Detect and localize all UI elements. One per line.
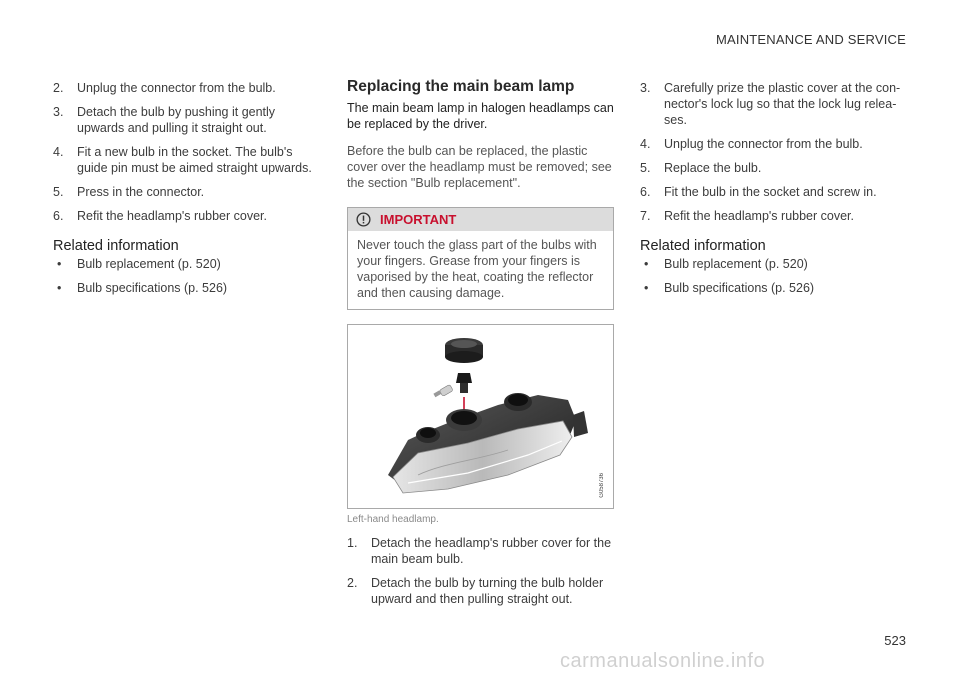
step-number: 3.: [53, 105, 64, 119]
step-text: Unplug the connector from the bulb.: [77, 81, 276, 95]
related-information-heading: Related information: [640, 238, 766, 254]
figure-code: G058736: [599, 473, 605, 498]
step-number: 4.: [53, 145, 64, 159]
step-number: 3.: [640, 81, 651, 95]
list-item: [347, 535, 614, 567]
step-number: 6.: [640, 185, 651, 199]
right-steps-list: [640, 80, 908, 224]
watermark: carmanualsonline.info: [560, 650, 766, 672]
headlamp-illustration: [347, 324, 614, 509]
left-column: [53, 80, 321, 304]
lead-paragraph: The main beam lamp in halogen headlamps can be replaced by the driver.: [347, 101, 614, 131]
related-links: [640, 256, 908, 296]
important-header: [348, 208, 613, 231]
bullet: •: [57, 257, 62, 271]
right-column: [640, 80, 908, 304]
step-number: 6.: [53, 209, 64, 223]
step-text: Replace the bulb.: [664, 161, 762, 175]
page-number: 523: [884, 633, 906, 648]
headlamp-drawing: [348, 325, 614, 509]
step-text: Detach the headlamp's rubber cover for the main beam bulb.: [371, 536, 612, 566]
step-text: Detach the bulb by pushing it gently upwards and pulling it straight out.: [77, 105, 276, 135]
step-number: 5.: [640, 161, 651, 175]
rubber-cover-part: [445, 338, 483, 363]
step-text: Refit the headlamp's rubber cover.: [77, 209, 267, 223]
related-link-bulb-replacement[interactable]: [53, 256, 321, 272]
related-information-heading: Related information: [53, 238, 179, 254]
list-item: [640, 160, 908, 176]
related-link-bulb-specifications[interactable]: [53, 280, 321, 296]
related-link-bulb-specifications[interactable]: [640, 280, 908, 296]
left-steps-list: [53, 80, 321, 224]
list-item: [53, 104, 321, 136]
middle-steps-list: [347, 535, 614, 607]
bulb-part: [433, 384, 453, 397]
list-item: [640, 80, 908, 128]
link-text[interactable]: Bulb specifications (p. 526): [77, 281, 228, 295]
step-number: 5.: [53, 185, 64, 199]
important-title: IMPORTANT: [380, 212, 457, 227]
link-text[interactable]: Bulb specifications (p. 526): [664, 281, 815, 295]
step-number: 1.: [347, 536, 358, 550]
list-item: [640, 136, 908, 152]
link-text[interactable]: Bulb replacement (p. 520): [77, 257, 221, 271]
list-item: [640, 208, 908, 224]
figure-caption: Left-hand headlamp.: [347, 514, 439, 525]
step-number: 2.: [347, 576, 358, 590]
important-callout: [347, 207, 614, 310]
step-text: Detach the bulb by turning the bulb holder upward and then pulling straight out.: [371, 576, 604, 606]
step-text: Fit a new bulb in the socket. The bulb's guide pin must be aimed straight upwards.: [77, 145, 312, 175]
bullet: •: [57, 281, 62, 295]
step-number: 4.: [640, 137, 651, 151]
body-paragraph: Before the bulb can be replaced, the plastic cover over the headlamp must be removed; see the section "Bulb replacement".: [347, 144, 612, 190]
step-text: Unplug the connector from the bulb.: [664, 137, 863, 151]
list-item: [53, 144, 321, 176]
list-item: [53, 80, 321, 96]
step-number: 7.: [640, 209, 651, 223]
list-item: [640, 184, 908, 200]
related-links: [53, 256, 321, 296]
important-text: Never touch the glass part of the bulbs with your fingers. Grease from your fingers is vaporised by the heat, coating the reflector and then causing damage.: [357, 238, 597, 300]
related-link-bulb-replacement[interactable]: [640, 256, 908, 272]
bulb-holder-part: [456, 373, 472, 393]
list-item: [347, 575, 614, 607]
step-text: Fit the bulb in the socket and screw in.: [664, 185, 877, 199]
step-text: Press in the connector.: [77, 185, 205, 199]
section-title: MAINTENANCE AND SERVICE: [715, 32, 906, 47]
step-number: 2.: [53, 81, 64, 95]
bullet: •: [644, 257, 649, 271]
list-item: [53, 184, 321, 200]
section-heading: Replacing the main beam lamp: [347, 78, 575, 95]
list-item: [53, 208, 321, 224]
step-text: Carefully prize the plastic cover at the con-nector's lock lug so that the lock lug relea-ses.: [664, 81, 901, 127]
middle-column: [347, 78, 614, 615]
bullet: •: [644, 281, 649, 295]
link-text[interactable]: Bulb replacement (p. 520): [664, 257, 808, 271]
warning-icon: [356, 212, 371, 227]
step-text: Refit the headlamp's rubber cover.: [664, 209, 854, 223]
